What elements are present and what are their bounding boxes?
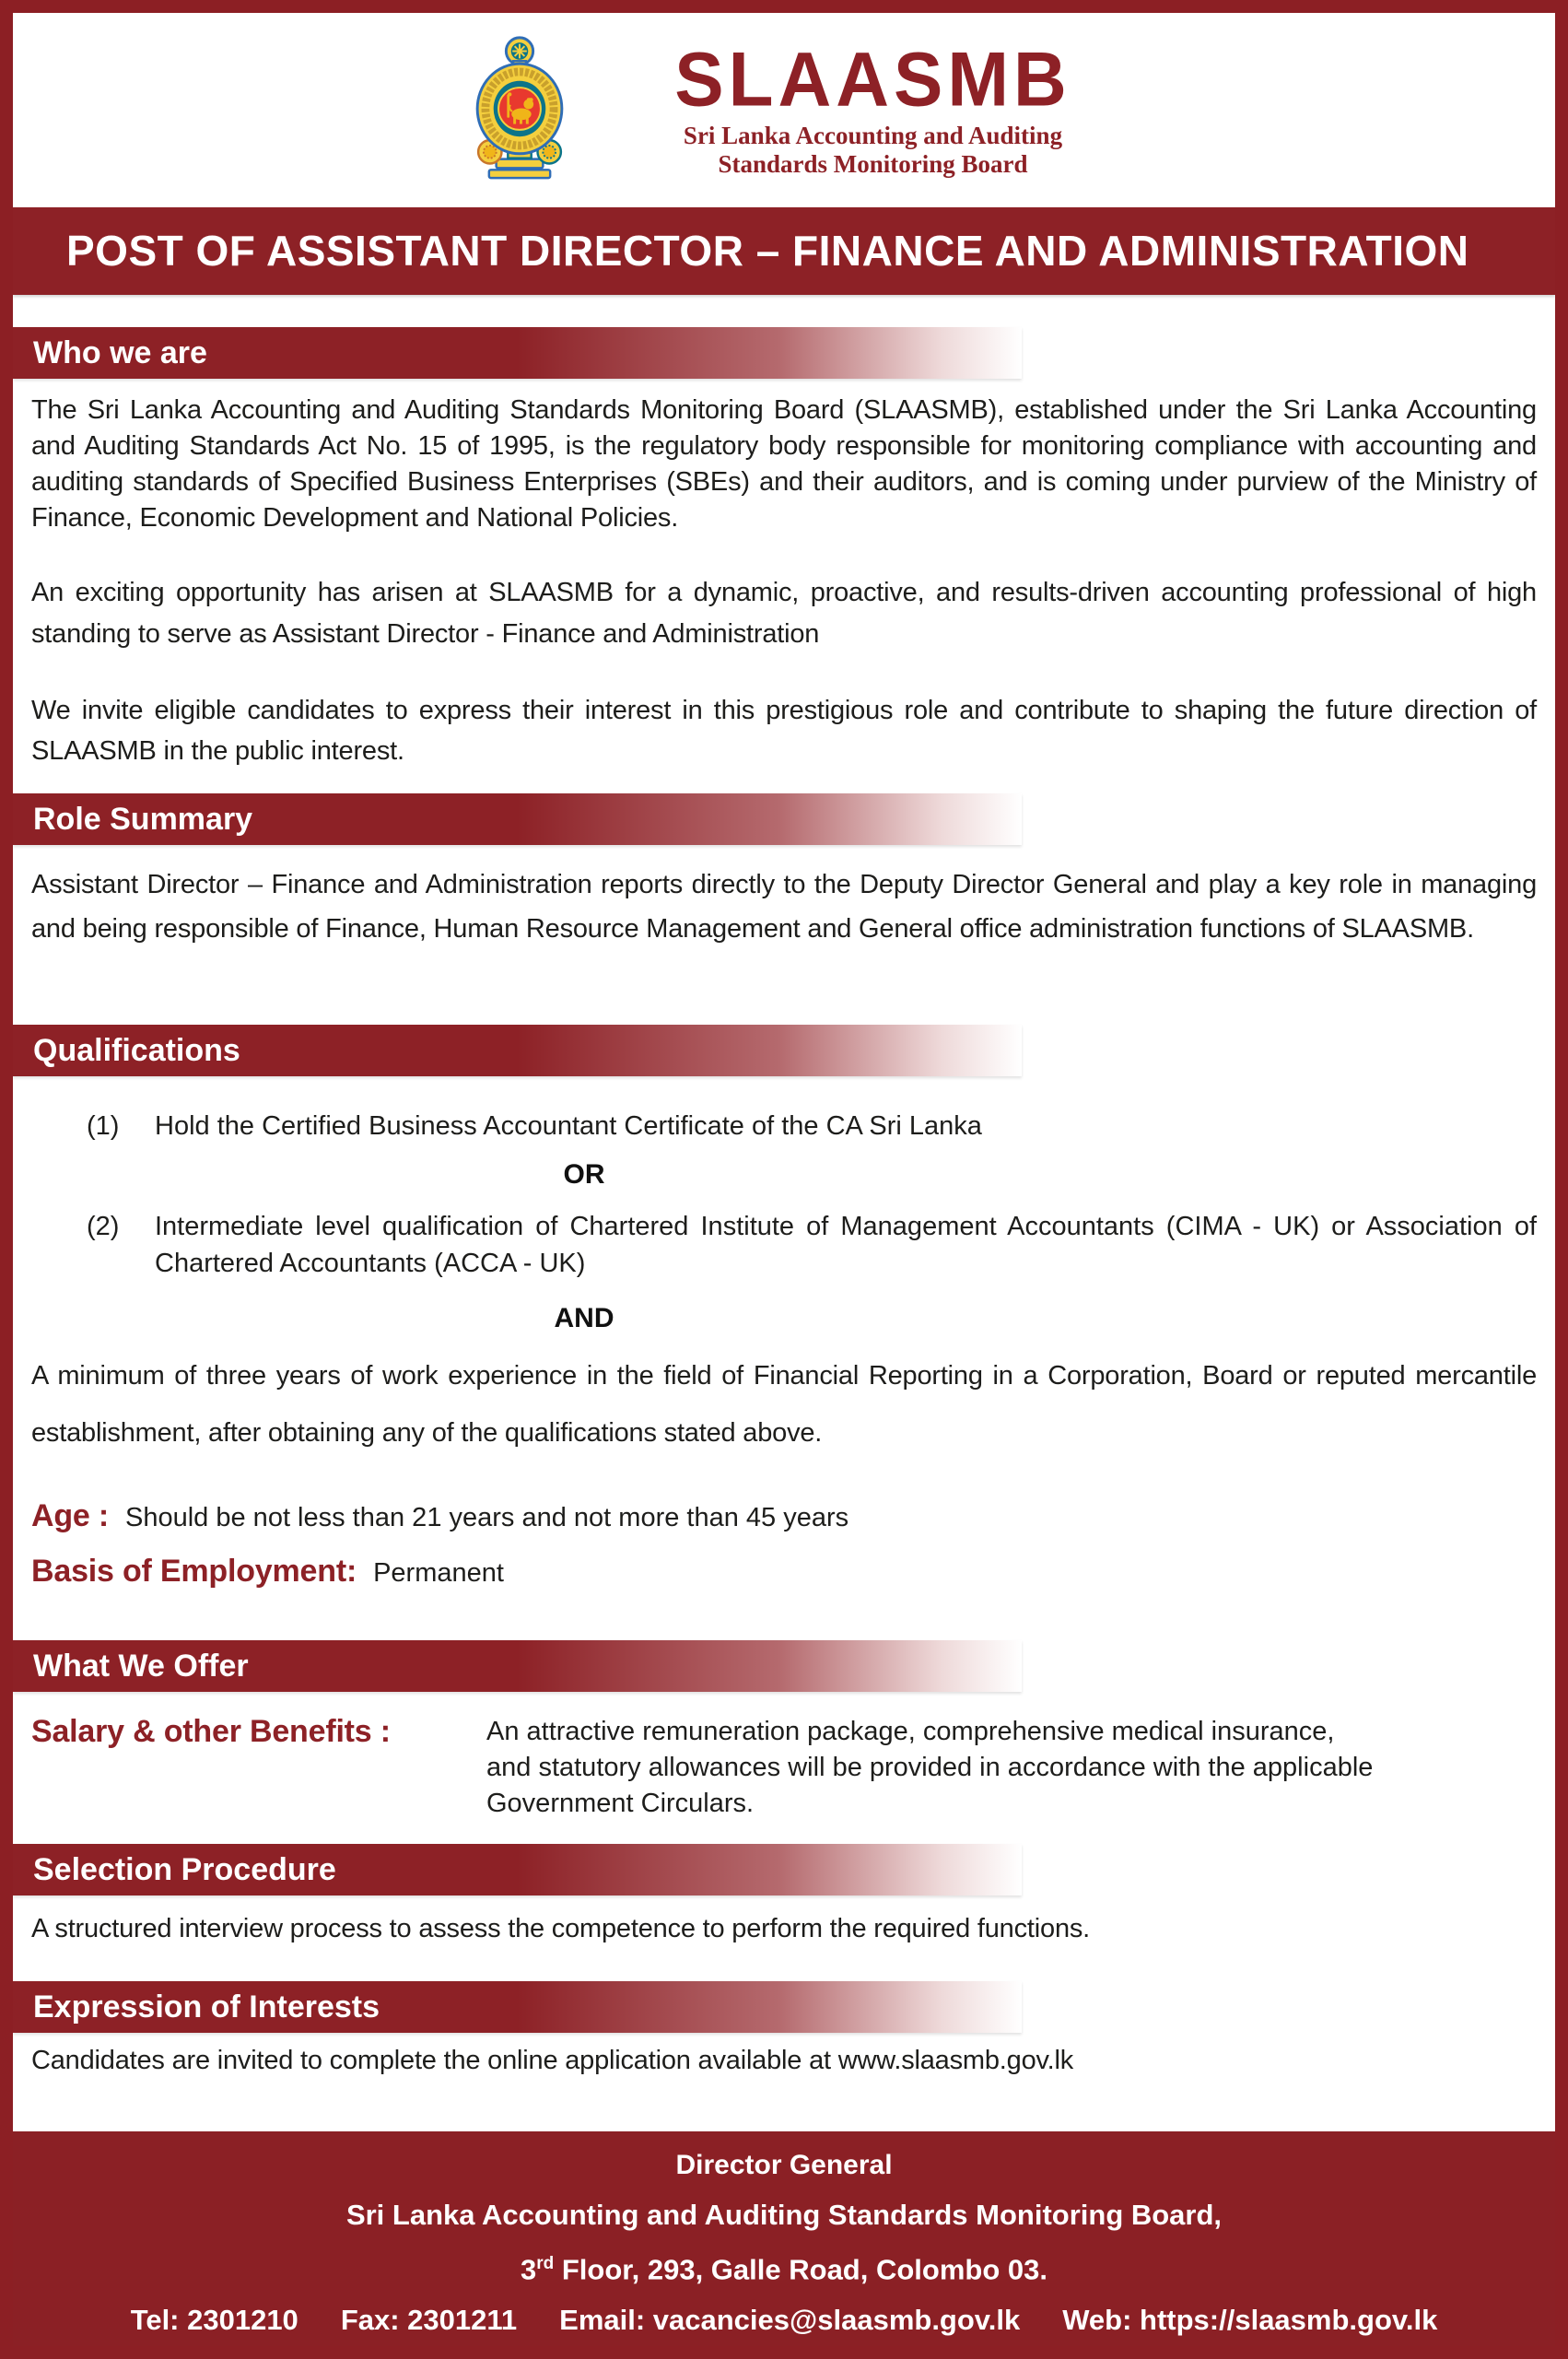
section-heading-what-we-offer: What We Offer [13, 1640, 1022, 1692]
selection-procedure-paragraph: A structured interview process to assess the competence to perform the required functions. [31, 1914, 1091, 1943]
qualification-item-1 [87, 1111, 1537, 1142]
footer-organization-name: Sri Lanka Accounting and Auditing Standards Monitoring Board, [345, 2199, 1223, 2231]
who-we-are-paragraph-3: We invite eligible candidates to express their interest in this prestigious role and contribute to shaping the future direction of SLAASMB in the public interest. [31, 696, 1537, 766]
footer-web: Web: https://slaasmb.gov.lk [1062, 2304, 1438, 2337]
basis-of-employment-line [31, 1554, 1537, 1590]
section-heading-who-we-are: Who we are [13, 327, 1022, 379]
slaasmb-logo [645, 36, 1101, 179]
experience-requirement-paragraph: A minimum of three years of work experience in the field of Financial Reporting in a Corporation, Board or reputed mercantile establishment, after obtaining any of the qualifications stated above. [31, 1361, 1537, 1448]
section-heading-expression-of-interests: Expression of Interests [13, 1981, 1022, 2033]
qualification-item-1-number: (1) [87, 1111, 120, 1141]
expression-of-interests-paragraph: Candidates are invited to complete the online application available at www.slaasmb.gov.lk [31, 2046, 1074, 2075]
post-title-banner: POST OF ASSISTANT DIRECTOR – FINANCE AND ADMINISTRATION [13, 207, 1555, 295]
footer-fax: Fax: 2301211 [340, 2304, 518, 2337]
contact-footer [0, 2131, 1568, 2359]
qualification-item-2-number: (2) [87, 1212, 120, 1241]
footer-tel: Tel: 2301210 [130, 2304, 298, 2337]
section-heading-qualifications: Qualifications [13, 1025, 1022, 1076]
footer-contact-line [0, 2304, 1568, 2336]
slaasmb-logo-subtitle-2: Standards Monitoring Board [718, 150, 1028, 178]
footer-email: Email: vacancies@slaasmb.gov.lk [559, 2304, 1021, 2337]
qualification-item-2 [87, 1208, 1537, 1282]
sri-lanka-emblem-logo [462, 33, 577, 182]
age-requirement-line [31, 1498, 1537, 1534]
footer-director-general: Director General [675, 2150, 893, 2180]
section-heading-selection-procedure: Selection Procedure [13, 1844, 1022, 1895]
footer-address-ordinal: rd [536, 2254, 555, 2273]
age-label: Age : [31, 1498, 110, 1533]
footer-address-number: 3 [521, 2253, 537, 2286]
salary-benefits-line [31, 1714, 1537, 1822]
age-value: Should be not less than 21 years and not more than 45 years [125, 1503, 849, 1532]
who-we-are-paragraph-1: The Sri Lanka Accounting and Auditing Standards Monitoring Board (SLAASMB), established under the Sri Lanka Accounting and Auditing Standards Act No. 15 of 1995, is the regulatory body responsible for monitoring compliance with accounting and auditing standards of Specified Business Enterprises (SBEs) and their auditors, and is coming under purview of the Ministry of Finance, Economic Development and National Policies. [31, 395, 1537, 533]
basis-of-employment-label: Basis of Employment: [31, 1554, 357, 1589]
slaasmb-logo-wordmark: SLAASMB [674, 36, 1071, 123]
who-we-are-paragraph-2: An exciting opportunity has arisen at SLAASMB for a dynamic, proactive, and results-driven accounting professional of high standing to serve as Assistant Director - Finance and Administration [31, 578, 1537, 649]
basis-of-employment-value: Permanent [373, 1558, 504, 1588]
role-summary-paragraph: Assistant Director – Finance and Administration reports directly to the Deputy Director General and play a key role in managing and being responsible of Finance, Human Resource Management and General office administration functions of SLAASMB. [31, 870, 1537, 944]
qualification-item-1-text: Hold the Certified Business Accountant Certificate of the CA Sri Lanka [155, 1111, 982, 1141]
qualification-item-2-text: Intermediate level qualification of Chartered Institute of Management Accountants (CIMA - UK) or Association of Chartered Accountants (ACCA - UK) [155, 1212, 1537, 1278]
qualifications-or-label: OR [563, 1159, 605, 1190]
section-heading-role-summary: Role Summary [13, 793, 1022, 845]
qualifications-and-label: AND [554, 1303, 614, 1333]
footer-address-rest: Floor, 293, Galle Road, Colombo 03. [554, 2253, 1047, 2286]
slaasmb-logo-subtitle-1: Sri Lanka Accounting and Auditing [683, 122, 1063, 149]
footer-address [0, 2248, 1568, 2285]
salary-benefits-text: An attractive remuneration package, comprehensive medical insurance, and statutory allowances will be provided in accordance with the applicable Government Circulars. [486, 1717, 1374, 1818]
salary-benefits-label: Salary & other Benefits : [31, 1714, 391, 1749]
